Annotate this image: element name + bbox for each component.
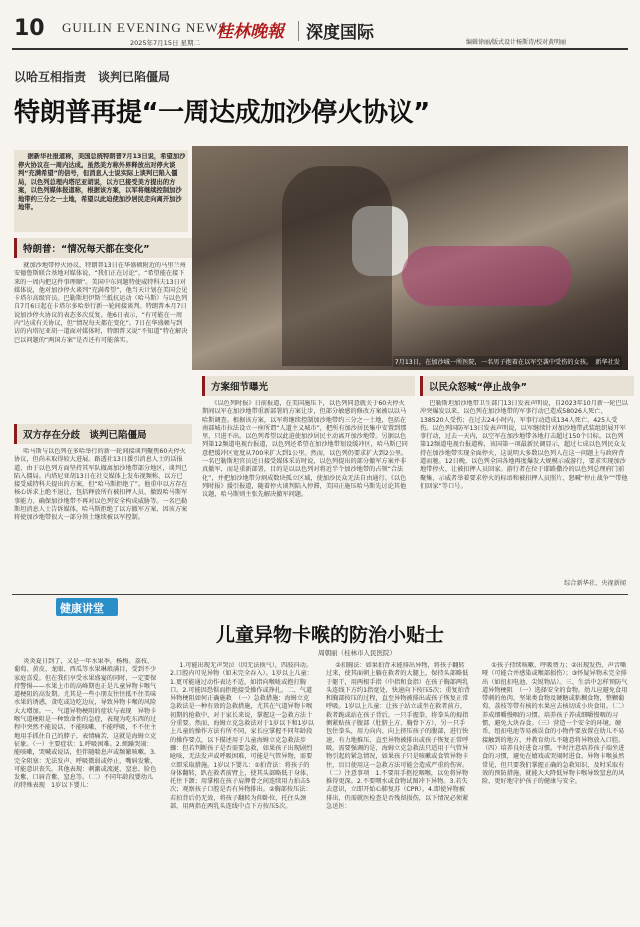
health-col-1: 炎炎夏日到了，又是一年水果季，杨梅、荔枝、葡萄、黄皮、龙眼、西瓜等水果琳琅满目，受到不少家庭喜爱。但在我们享受水果盛宴的同时，一定要保持警惕——水果上市的高峰期也正是儿童异物卡喉气道梗阻的高发期。尤其是一些小朋友往往抵不住美味水果的诱惑，贪吃或边吃边玩，导致异物卡喉的风险大大增加。一、气道异物梗阻的症状与表现 异物卡喉气道梗阻是一种致命性的急症，表现为吃东西的过程中突然不能说话、不能咳嗽、不能呼吸，不不住主地用手抓住自己的脖子，表情痛苦，这就是海姆立克征象。（一）主要症状：1.呼吸困难。2.烦躁哭闹：能咳嗽，哭喊或说话，但伴随喘息声或频繁咳嗽。3.完全阻塞：无法发声、呼吸微弱或停止，嘴唇发紫，可能意识丧失。其他表现：刺激或流涎、窒息、脸色发紫、口唇青紫、窒息等。（二）不同年龄段婴幼儿的特殊表现 1岁以下婴儿： — [14, 658, 157, 790]
section-body-plan: 《以色列时报》日前报道，在美国施压下，以色列同意就关于60天停火期间以军在加沙地带重新部署的方案让步，但部分敏感的修改方案被以以马哈斯调查。根据该方案，以军将继续控制加沙地带约三分之一土地，包括在南部城市拉法设立一座所谓“人道主义城市”，把所有加沙居民集中安置到那里，只进不出。以色列希望以此迫使加沙居民主动离开加沙地带。另据以色列第12频道电视台报道，以色列还希望在加沙地带划设缓冲区，哈马斯已同意把缓冲区宽度从700米扩大到1公里。然而，以色列仍要求扩大到2公里。一名巴勒斯坦官员近日接受媒体采访时说，以色列提出的部分撤军方案并非真撤军，而是重新部署，目的是以以色列对将近半个加沙地带的占领“合法化”，并把加沙地带分割成数块孤立区域，使加沙民众无法自由通行。《以色列时报》援引报道，随着停火谈判陷入停滞，美国正施压哈马斯先讨论其他议题，哈马斯则主张先解决撤军问题。 — [202, 400, 408, 499]
section-heading-plan: 方案细节曝光 — [202, 376, 415, 396]
masthead-rule — [12, 48, 628, 50]
logo-divider — [298, 21, 299, 41]
issue-date: 2025年7月15日 星期二 — [130, 39, 201, 47]
health-title: 儿童异物卡喉的防治小贴士 — [216, 624, 445, 646]
health-column-name: 健康讲堂 — [60, 602, 104, 615]
health-col-2: 1.可能出现无声哭泣（因无法换气），四肢抖动。2.口腔内可见异物（如未完全吞入）。1岁以上儿童：1.更可能通过动作表达不适，如指向喉咙或抱打胸口。2.可能因恐惧而拒绝接受操作或挣扎。二、气道异物梗阻如何正确施救 （一）急救措施：海姆立克急救法是一种有效的急救措施，尤其在气道异物卡喉初期的抢救中，对于家长来说，掌握这一急救方法十分重要。然而，海姆立克急救法对于1岁以下和1岁以上儿童的操作方法有所不同，家长应掌握不同年龄段的操作要点，以下描述用于儿童海姆立克急救法步骤：但若判断孩子是否需要急救，如果孩子出现剧烈呛咳，无法发声或呼吸困难，可能是气管异物，需要立即采取措施。1岁以下婴儿：①拍背法：将孩子的身体翻转，趴在救者前臂上，使其头部略低于身体，托住下颌；用掌根在孩子肩胛骨之间连续用力拍击5次；观察孩子口腔是否有异物排出。②胸部按压法：若拍背后仍无效，将孩子翻转为仰卧位，托住头颈部，用两指在两乳头连线中点下方按压5次。 — [170, 662, 314, 811]
section-body-stalemate: 哈马斯与以色列在多哈举行的新一轮间接谈判聚焦60天停火协议，但尚未取得较大进展。路透社13日援引消息人士的话报道，由于以色列方面坚持其军队撤离加沙地带部分地区，谈判已陷入僵局。内塔尼亚胡13日在社交媒体上发布视频称，以方已接受威特科夫提出的方案，但“哈马斯拒绝了”。他重申以方存在核心诉求上绝不退让，包括释放所有被扣押人员、撤毁哈马斯军事能力、确保加沙地带不再对以色列安全构成威胁等。一名巴勒斯坦消息人士告诉媒体，哈马斯拒绝了以方撤军方案，因该方案将使加沙地带很大一部分领土继续被以军控制。 — [14, 448, 188, 522]
paper-name-en: GUILIN EVENING NEWS — [62, 20, 227, 35]
section-heading-stalemate: 双方存在分歧 谈判已陷僵局 — [14, 424, 192, 444]
news-photo — [192, 146, 628, 370]
news-source: 综合新华社、央视新闻 — [564, 580, 626, 587]
section-heading-trump: 特朗普：“情况每天都在变化” — [14, 238, 192, 258]
section-body-anger: 巴勒斯坦加沙地带卫生部门13日发表声明说，自2023年10月新一轮巴以冲突爆发以来，以色列在加沙地带的军事行动已造成58026人死亡、138520人受伤；在过去24小时内，军事行动造成134人死亡、425人受伤。以色列国防军13日发表声明说，以军继续针对加沙地带武装组织展开军事行动，过去一天内，以空军在加沙地带各地打击超过150个目标。以色列第12频道电视台报道称，该国第一项最新民调显示，超过七成以色列民众支持在加沙地带实现全面停火，这说明大多数以色列人在这一问题上与政府背道而驰。12日晚，以色列全国各地再度爆发大规模示威游行，要求实现加沙地带停火、让被扣押人员回家。游行者在位于耶路撒冷的以色列总理府门前聚集，示威者举着要求停火的标语和被扣押人员照片，怒喊“停止战争”“带他们回家”等口号。 — [420, 400, 628, 490]
page-number: 10 — [14, 16, 45, 41]
section-body-trump: 就加沙地带停火协议，特朗普13日在华盛顿附近的马里兰州安德鲁斯联合基地对媒体说，“我们正在讨论”，“希望能在接下来的一周内把这件事理顺”。美国中东问题特使威特科夫13日对媒体说，他对加沙停火谈判“充满希望”，他当天计划在美国会见卡塔尔高级官员。巴勒斯坦伊斯兰抵抗运动（哈马斯）与以色列自7月6日起在卡塔尔多哈举行新一轮间接谈判。特朗普本月7日说加沙停火协议的表态多次反复。他6日表示，“有可能在一周内”达成有关协议，但“情况每天都在变化”。7日在华盛顿与到访的内塔尼亚胡一道面对媒体时，特朗普又说“不知道”特在解决巴以问题的“两国方案”是否还有可能落实。 — [14, 262, 188, 344]
health-byline: 周朝丽（桂林市人民医院） — [318, 649, 396, 657]
health-col-3: ②扣胸法：如果拍背未能排出异物，将孩子翻转过来，使其面朝上躺在救者的大腿上，保持头部略低于躯干，用两根手指（中指和食指）在孩子胸部两乳头连线下方约1指宽处，快速向下按压5次；重复拍背和胸部按压的过程，直至异物被排出或孩子恢复正常呼吸。1岁以上儿童：让孩子站立或坐在救者前方，救者跪或站在孩子背后，一只手握拳，将拳头的拇指侧紧贴孩子腹部（肚脐上方、胸骨下方），另一只手包住拳头，用力向内、向上挤压孩子的腹部，进行快速、有力地推压，直至异物被排出或孩子恢复正常呼吸。需要强调的是，海姆立克急救法只适用于气管异物引起的紧急情况，如果孩子只是咳嗽或食管异物卡住，盲目使用这一急救方法可能会造成严重的伤害。（二）注意事项 1.不要用手抠挖咽喉，以免将异物推得更深。2.不要喂水或食物试图冲下异物。3.若失去意识，立即开始心肺复苏（CPR）。4.即使异物被排出，仍需就医检查是否残留损伤，以下情况必须紧急送医： — [326, 662, 470, 811]
health-col-4: ①孩子持续咳嗽、呼吸费力；②出现发热、声音嘶哑（可能合并感染或喉部损伤）；③怀疑异物未完全排出（如扭扣电池、尖锐物品）。三、生活中怎样预防气道异物梗阻 （一）选择安全的食物。幼儿应避免食用带刺的鱼肉、坚果类食物及硬糖或粘稠食物，整颗葡萄、荔枝等带有核的水果应去核切成小块食用。（二）养成细嚼慢咽的习惯。培养孩子养成细嚼慢咽的习惯，避免大块吞食。（三）营造一个安全的环境。硬币、纽扣电池等易被误食的小物件要放置在幼儿不易接触到的地方，并教育幼儿不随意将异物放入口腔。（四）培养良好进食习惯。平时注意培养孩子端坐进食的习惯，避免在嬉戏或哭闹时进食。异物卡喉虽然常见，但只要我们掌握正确的急救知识，及时采取有效的预防措施，就能大大降低异物卡喉导致窒息的风险，更好地守护孩子的健康与安全。 — [482, 662, 628, 786]
page-separator — [12, 594, 628, 595]
photo-caption: 7月13日，在加沙城一所医院，一名男子抱着在以军空袭中受伤的女孩。 新华社发 — [393, 356, 622, 367]
editor-credits: 编辑徐丽/版式设计杨斯诗/校对黄明丽 — [466, 39, 567, 46]
headline-title: 特朗普再提“一周达成加沙停火协议” — [14, 98, 430, 128]
photo-figure — [282, 166, 392, 366]
section-heading-anger: 以民众怒喊“停止战争” — [420, 376, 634, 396]
section-name: 深度国际 — [306, 23, 374, 43]
paper-logo: 桂林晚報 — [216, 22, 284, 42]
masthead — [0, 0, 640, 54]
photo-child — [402, 246, 572, 306]
lead-text: 据新华社报道称，美国总统特朗普7月13日说，希望加沙停火协议在一周内达成。虽然美方称外界释放出对停火谈判“充满希望”的信号，但消息人士说实际上谈判已陷入僵局，以色列总理内塔尼亚胡说，以方已接受美方提出的方案，以色列媒体报道称，根据该方案，以军将继续控制加沙地带约三分之一土地，希望以此迫使加沙居民走向离开加沙地带。 — [18, 153, 186, 211]
kicker: 以哈互相指责 谈判已陷僵局 — [14, 70, 171, 84]
